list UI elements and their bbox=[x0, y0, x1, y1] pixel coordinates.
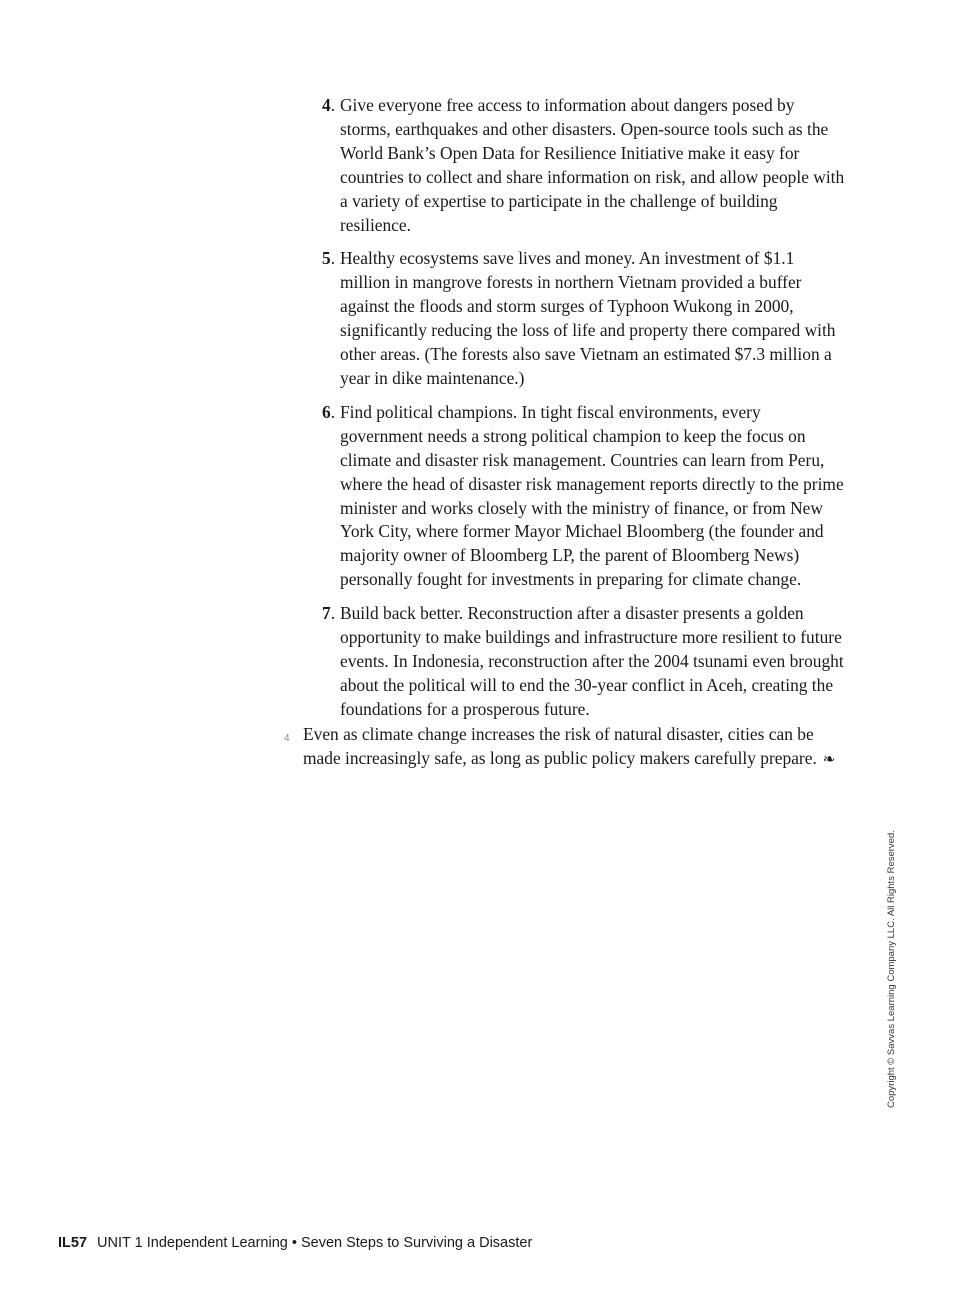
list-text: Build back better. Reconstruction after a disaster presents a golden opportunity to make buildings and infrastructure more resilient to future events. In Indonesia, reconstruction after the 2004 tsunami even brought about the political will to end the 30-year conflict in Aceh, creating the foundations for a prosperous future. bbox=[340, 603, 844, 719]
list-item-5 bbox=[300, 247, 845, 390]
end-of-article-icon: ❧ bbox=[822, 749, 836, 768]
footer-title: UNIT 1 Independent Learning • Seven Steps to Surviving a Disaster bbox=[97, 1235, 533, 1251]
list-item-6 bbox=[300, 401, 845, 592]
page-number: IL57 bbox=[58, 1235, 88, 1251]
list-text: Find political champions. In tight fiscal environments, every government needs a strong political champion to keep the focus on climate and disaster risk management. Countries can learn from Peru, where the head of disaster risk management reports directly to the prime minister and works closely with the ministry of finance, or from New York City, where former Mayor Michael Bloomberg (the founder and majority owner of Bloomberg LP, the parent of Bloomberg News) personally fought for investments in preparing for climate change. bbox=[340, 401, 844, 590]
page-footer bbox=[58, 1235, 532, 1251]
list-item-4 bbox=[300, 94, 845, 237]
paragraph-text: Even as climate change increases the risk of natural disaster, cities can be made increasingly safe, as long as public policy makers carefully prepare. bbox=[303, 723, 817, 768]
paragraph-number: 4 bbox=[284, 732, 290, 744]
list-number: 4. bbox=[322, 95, 336, 115]
list-number: 7. bbox=[322, 603, 336, 624]
list-number: 6. bbox=[322, 401, 336, 422]
list-number: 5. bbox=[322, 248, 336, 269]
list-item-7 bbox=[300, 602, 845, 722]
list-text: Healthy ecosystems save lives and money. An investment of $1.1 million in mangrove forests in northern Vietnam provided a buffer against the floods and storm surges of Typhoon Wukong in 2000, significantly reducing the loss of life and property there compared with other areas. (The forests also save Vietnam an estimated $7.3 million a year in dike maintenance.) bbox=[340, 248, 836, 388]
closing-paragraph bbox=[284, 723, 845, 772]
copyright-notice: Copyright © Savvas Learning Company LLC. All Rights Reserved. bbox=[886, 830, 897, 1108]
list-text: Give everyone free access to information about dangers posed by storms, earthquakes and other disasters. Open-source tools such as the World Bank’s Open Data for Resilience Initiative make it easy for countries to collect and share information on risk, and allow people with a variety of expertise to participate in the challenge of building resilience. bbox=[340, 95, 845, 235]
article-body bbox=[284, 94, 845, 771]
